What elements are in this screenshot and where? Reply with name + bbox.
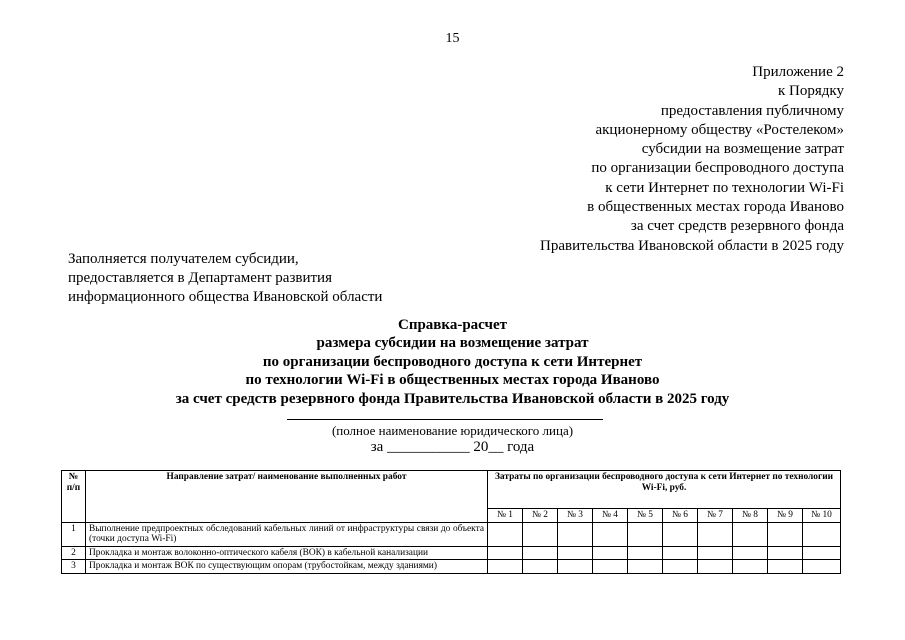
appendix-line: за счет средств резервного фонда [630, 218, 844, 235]
point-column-header: № 2 [523, 509, 558, 523]
appendix-line: в общественных местах города Иваново [587, 199, 844, 216]
header-no: № п/п [62, 471, 86, 523]
appendix-line: к сети Интернет по технологии Wi-Fi [605, 179, 844, 196]
cost-cell[interactable] [803, 546, 841, 560]
cost-cell[interactable] [558, 546, 593, 560]
point-column-header: № 5 [628, 509, 663, 523]
row-work: Прокладка и монтаж ВОК по существующим опорам (трубостойкам, между зданиями) [86, 560, 488, 574]
row-work: Выполнение предпроектных обследований кабельных линий от инфраструктуры связи до объекта (точки доступа Wi-Fi) [86, 522, 488, 546]
fill-note [68, 250, 382, 307]
appendix-line: к Порядку [778, 83, 844, 100]
cost-cell[interactable] [663, 522, 698, 546]
cost-cell[interactable] [698, 522, 733, 546]
point-column-header: № 1 [488, 509, 523, 523]
row-work: Прокладка и монтаж волоконно-оптического кабеля (ВОК) в кабельной канализации [86, 546, 488, 560]
cost-cell[interactable] [628, 546, 663, 560]
row-number: 1 [62, 522, 86, 546]
cost-cell[interactable] [488, 546, 523, 560]
cost-cell[interactable] [733, 560, 768, 574]
cost-cell[interactable] [593, 560, 628, 574]
reporting-period: за ___________ 20__ года [370, 439, 535, 455]
appendix-block [424, 63, 844, 256]
fill-note-line: предоставляется в Департамент развития [68, 270, 332, 286]
point-column-header: № 4 [593, 509, 628, 523]
cost-cell[interactable] [593, 522, 628, 546]
cost-cell[interactable] [488, 560, 523, 574]
cost-cell[interactable] [768, 522, 803, 546]
row-number: 3 [62, 560, 86, 574]
cost-cell[interactable] [803, 560, 841, 574]
point-column-header: № 6 [663, 509, 698, 523]
page-number: 15 [445, 31, 460, 46]
row-number: 2 [62, 546, 86, 560]
point-column-header: № 3 [558, 509, 593, 523]
table-row [62, 522, 841, 546]
fill-note-line: Заполняется получателем субсидии, [68, 251, 299, 267]
cost-cell[interactable] [663, 560, 698, 574]
table-row [62, 560, 841, 574]
cost-cell[interactable] [768, 560, 803, 574]
cost-cell[interactable] [628, 560, 663, 574]
title-line: размера субсидии на возмещение затрат [316, 335, 589, 352]
table-row [62, 546, 841, 560]
entity-caption: (полное наименование юридического лица) [331, 423, 574, 438]
document-title [0, 316, 905, 408]
title-line: Справка-расчет [397, 317, 507, 333]
cost-cell[interactable] [663, 546, 698, 560]
appendix-line: предоставления публичному [660, 102, 844, 119]
title-line: за счет средств резервного фонда Правительства Ивановской области в 2025 году [175, 390, 730, 407]
cost-cell[interactable] [733, 546, 768, 560]
appendix-line: Правительства Ивановской области в 2025 году [540, 237, 844, 254]
cost-cell[interactable] [558, 522, 593, 546]
cost-cell[interactable] [488, 522, 523, 546]
point-column-header: № 10 [803, 509, 841, 523]
title-line: по организации беспроводного доступа к сети Интернет [262, 353, 643, 370]
title-line: по технологии Wi-Fi в общественных местах города Иваново [245, 372, 660, 389]
cost-cell[interactable] [768, 546, 803, 560]
cost-cell[interactable] [523, 560, 558, 574]
header-costs: Затраты по организации беспроводного доступа к сети Интернет по технологии Wi-Fi, руб. [488, 471, 841, 509]
cost-cell[interactable] [698, 546, 733, 560]
point-column-header: № 9 [768, 509, 803, 523]
cost-cell[interactable] [558, 560, 593, 574]
cost-cell[interactable] [733, 522, 768, 546]
header-work: Направление затрат/ наименование выполненных работ [86, 471, 488, 523]
point-column-header: № 8 [733, 509, 768, 523]
appendix-line: субсидии на возмещение затрат [641, 141, 844, 158]
point-column-header: № 7 [698, 509, 733, 523]
appendix-line: по организации беспроводного доступа [591, 160, 844, 177]
cost-cell[interactable] [698, 560, 733, 574]
entity-name-blank-line [287, 419, 603, 420]
fill-note-line: информационного общества Ивановской области [68, 289, 383, 305]
cost-cell[interactable] [803, 522, 841, 546]
cost-cell[interactable] [628, 522, 663, 546]
appendix-line: Приложение 2 [752, 64, 844, 80]
cost-cell[interactable] [523, 522, 558, 546]
cost-cell[interactable] [523, 546, 558, 560]
appendix-line: акционерному обществу «Ростелеком» [595, 121, 844, 138]
cost-cell[interactable] [593, 546, 628, 560]
costs-table [61, 470, 841, 574]
